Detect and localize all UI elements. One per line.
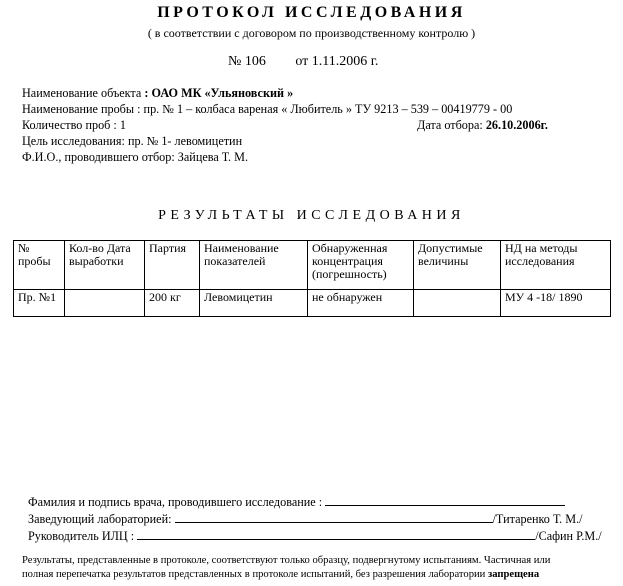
cell-batch: 200 кг	[145, 290, 200, 317]
cell-concentration: не обнаружен	[308, 290, 414, 317]
footnote-line-1: Результаты, представленные в протоколе, соответствуют только образцу, подвергнутому испытаниям. Частичная или	[22, 555, 551, 566]
protocol-number: № 106	[228, 54, 266, 69]
head-ilc-name: /Сафин Р.М./	[535, 529, 602, 543]
footnote-prohibited: запрещена	[487, 569, 540, 580]
head-lab-name: /Титаренко Т. М./	[492, 512, 583, 526]
cell-indicator-name: Левомицетин	[200, 290, 308, 317]
sampler-line: Ф.И.О., проводившего отбор: Зайцева Т. М.	[22, 150, 248, 164]
footnote-line-2-text: полная перепечатка результатов представленных в протоколе испытаний, без разрешения лаборатории	[22, 569, 488, 580]
doctor-signature-label: Фамилия и подпись врача, проводившего исследование :	[28, 495, 326, 509]
head-ilc-signature-blank	[137, 528, 535, 540]
header-methods-doc: НД на методы исследования	[501, 241, 611, 290]
sampling-date-value: 26.10.2006г.	[482, 118, 548, 132]
head-ilc-label: Руководитель ИЛЦ :	[28, 529, 138, 543]
protocol-subtitle: ( в соответствии с договором по производственному контролю )	[147, 26, 476, 40]
protocol-number-line	[228, 54, 378, 70]
doctor-signature-line	[28, 494, 565, 510]
doctor-signature-blank	[325, 494, 565, 506]
head-ilc-signature-line	[28, 528, 602, 544]
sample-count: Количество проб : 1	[22, 118, 126, 132]
cell-methods-doc: МУ 4 -18/ 1890	[501, 290, 611, 317]
protocol-date: от 1.11.2006 г.	[295, 54, 379, 69]
header-batch: Партия	[145, 241, 200, 290]
table-header-row	[14, 241, 611, 290]
head-lab-signature-blank	[175, 511, 493, 523]
cell-permissible-values	[414, 290, 501, 317]
results-title: РЕЗУЛЬТАТЫ ИССЛЕДОВАНИЯ	[158, 208, 465, 223]
protocol-title: ПРОТОКОЛ ИССЛЕДОВАНИЯ	[157, 4, 466, 21]
sample-line: Наименование пробы : пр. № 1 – колбаса вареная « Любитель » ТУ 9213 – 539 – 00419779 - 00	[22, 102, 513, 116]
purpose-line: Цель исследования: пр. № 1- левомицетин	[22, 134, 243, 148]
header-concentration: Обнаруженная концентрация (погрешность)	[308, 241, 414, 290]
sampling-date	[417, 118, 548, 133]
sampling-date-label: Дата отбора:	[417, 118, 483, 132]
results-table	[13, 240, 611, 317]
object-label: Наименование объекта	[22, 86, 142, 100]
header-quantity-date: Кол-во Дата выработки	[65, 241, 145, 290]
object-value: : ОАО МК «Ульяновский »	[144, 86, 294, 100]
object-line	[22, 86, 293, 101]
header-sample-number: № пробы	[14, 241, 65, 290]
head-lab-label: Заведующий лабораторией:	[28, 512, 175, 526]
table-row	[14, 290, 611, 317]
head-lab-signature-line	[28, 511, 583, 527]
cell-quantity-date	[65, 290, 145, 317]
footnote-line-2	[22, 568, 539, 582]
header-indicator-name: Наименование показателей	[200, 241, 308, 290]
cell-sample-number: Пр. №1	[14, 290, 65, 317]
header-permissible-values: Допустимые величины	[414, 241, 501, 290]
